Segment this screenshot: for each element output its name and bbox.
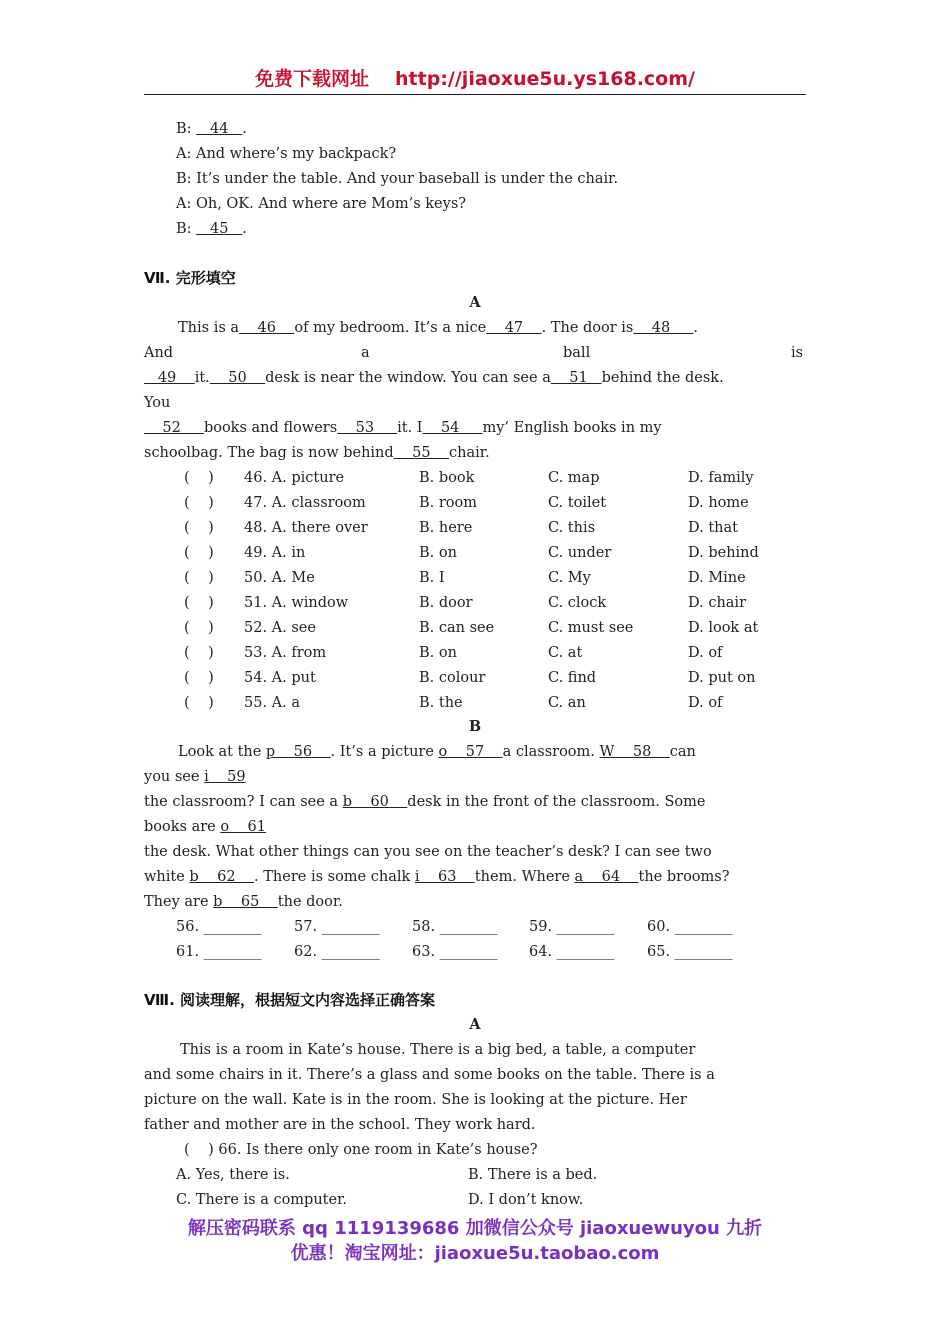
passage-line: You: [144, 395, 171, 411]
option-d[interactable]: D. behind: [688, 545, 759, 561]
passage-line: the classroom? I can see a b 60 desk in the front of the classroom. Some: [144, 794, 706, 810]
option-d[interactable]: D. I don’t know.: [468, 1192, 584, 1208]
answer-paren[interactable]: ( ): [184, 570, 214, 586]
option-c[interactable]: C. an: [548, 695, 586, 711]
answer-blank[interactable]: 61. ________: [176, 944, 262, 960]
answer-paren[interactable]: ( ): [184, 695, 214, 711]
option-d[interactable]: D. chair: [688, 595, 746, 611]
footer-line-1: 解压密码联系 qq 1119139686 加微信公众号 jiaoxuewuyou 九折: [187, 1218, 763, 1239]
option-b[interactable]: B. the: [419, 695, 463, 711]
passage-line: This is a room in Kate’s house. There is a big bed, a table, a computer: [180, 1042, 696, 1058]
dialogue-line: A: Oh, OK. And where are Mom’s keys?: [176, 196, 467, 212]
answer-blank[interactable]: 63. ________: [412, 944, 498, 960]
option-c[interactable]: C. clock: [548, 595, 607, 611]
option-b[interactable]: B. on: [419, 645, 457, 661]
answer-paren[interactable]: ( ): [184, 595, 214, 611]
passage-line: 49 it. 50 desk is near the window. You can see a 51 behind the desk.: [144, 370, 724, 386]
passage-line: white b 62 . There is some chalk i 63 them. Where a 64 the brooms?: [144, 869, 730, 885]
passage-line: picture on the wall. Kate is in the room. She is looking at the picture. Her: [144, 1092, 687, 1108]
passage-line: 52 books and flowers 53 it. I 54 my’ English books in my: [144, 420, 662, 436]
option-d[interactable]: D. that: [688, 520, 738, 536]
question-66: ( ) 66. Is there only one room in Kate’s house?: [184, 1142, 538, 1158]
option-c[interactable]: C. There is a computer.: [176, 1192, 348, 1208]
option-b[interactable]: B. colour: [419, 670, 486, 686]
option-d[interactable]: D. look at: [688, 620, 759, 636]
passage-word: is: [791, 345, 804, 361]
option-a[interactable]: 55. A. a: [244, 695, 301, 711]
option-b[interactable]: B. on: [419, 545, 457, 561]
option-b[interactable]: B. can see: [419, 620, 495, 636]
option-c[interactable]: C. toilet: [548, 495, 607, 511]
option-a[interactable]: 48. A. there over: [244, 520, 368, 536]
answer-paren[interactable]: ( ): [184, 495, 214, 511]
option-a[interactable]: A. Yes, there is.: [176, 1167, 290, 1183]
answer-paren[interactable]: ( ): [184, 545, 214, 561]
answer-paren[interactable]: ( ): [184, 670, 214, 686]
answer-blank[interactable]: 60. ________: [647, 919, 733, 935]
answer-blank[interactable]: 57. ________: [294, 919, 380, 935]
option-c[interactable]: C. this: [548, 520, 596, 536]
option-a[interactable]: 46. A. picture: [244, 470, 345, 486]
option-a[interactable]: 50. A. Me: [244, 570, 315, 586]
option-c[interactable]: C. map: [548, 470, 600, 486]
passage-line: and some chairs in it. There’s a glass and some books on the table. There is a: [144, 1067, 715, 1083]
option-b[interactable]: B. room: [419, 495, 478, 511]
passage-line: the desk. What other things can you see on the teacher’s desk? I can see two: [144, 844, 712, 860]
answer-paren[interactable]: ( ): [184, 520, 214, 536]
option-c[interactable]: C. must see: [548, 620, 634, 636]
footer-line-2: 优惠！淘宝网址：jiaoxue5u.taobao.com: [290, 1243, 660, 1264]
option-c[interactable]: C. at: [548, 645, 583, 661]
part-label-a: A: [469, 1016, 481, 1033]
dialogue-line: A: And where’s my backpack?: [176, 146, 397, 162]
option-c[interactable]: C. My: [548, 570, 591, 586]
dialogue-line: B: 45 .: [176, 221, 247, 237]
dialogue-line: B: 44 .: [176, 121, 247, 137]
option-b[interactable]: B. I: [419, 570, 445, 586]
option-d[interactable]: D. of: [688, 695, 723, 711]
option-c[interactable]: C. under: [548, 545, 612, 561]
passage-line: schoolbag. The bag is now behind 55 chair.: [144, 445, 490, 461]
option-a[interactable]: 52. A. see: [244, 620, 316, 636]
answer-blank[interactable]: 59. ________: [529, 919, 615, 935]
option-d[interactable]: D. home: [688, 495, 749, 511]
section-title-reading: Ⅷ. 阅读理解，根据短文内容选择正确答案: [144, 991, 436, 1009]
answer-blank[interactable]: 64. ________: [529, 944, 615, 960]
page-header: [144, 64, 806, 95]
option-b[interactable]: B. There is a bed.: [468, 1167, 598, 1183]
header-url[interactable]: http://jiaoxue5u.ys168.com/: [395, 68, 695, 90]
blank: 45: [196, 221, 243, 237]
option-d[interactable]: D. family: [688, 470, 754, 486]
option-a[interactable]: 49. A. in: [244, 545, 306, 561]
part-label-a: A: [469, 294, 481, 311]
answer-paren[interactable]: ( ): [184, 1142, 214, 1158]
option-d[interactable]: D. put on: [688, 670, 756, 686]
answer-blank[interactable]: 62. ________: [294, 944, 380, 960]
passage-line: you see i 59: [144, 769, 246, 785]
section-title-cloze: Ⅶ. 完形填空: [144, 269, 236, 287]
passage-word: And: [144, 345, 174, 361]
option-c[interactable]: C. find: [548, 670, 597, 686]
dialogue-line: B: It’s under the table. And your baseball is under the chair.: [176, 171, 619, 187]
option-d[interactable]: D. of: [688, 645, 723, 661]
passage-line: Look at the p 56 . It’s a picture o 57 a classroom. W 58 can: [178, 744, 696, 760]
passage-line: books are o 61: [144, 819, 266, 835]
header-label: 免费下载网址: [255, 68, 370, 90]
passage-line: father and mother are in the school. They work hard.: [144, 1117, 536, 1133]
answer-paren[interactable]: ( ): [184, 470, 214, 486]
option-a[interactable]: 51. A. window: [244, 595, 349, 611]
option-a[interactable]: 54. A. put: [244, 670, 316, 686]
option-a[interactable]: 53. A. from: [244, 645, 327, 661]
answer-blank[interactable]: 58. ________: [412, 919, 498, 935]
option-b[interactable]: B. book: [419, 470, 475, 486]
part-label-b: B: [468, 718, 482, 735]
answer-paren[interactable]: ( ): [184, 645, 214, 661]
option-b[interactable]: B. door: [419, 595, 473, 611]
option-a[interactable]: 47. A. classroom: [244, 495, 366, 511]
answer-blank[interactable]: 65. ________: [647, 944, 733, 960]
passage-word: ball: [563, 345, 591, 361]
passage-line: This is a 46 of my bedroom. It’s a nice 47 . The door is 48 .: [178, 320, 698, 336]
option-b[interactable]: B. here: [419, 520, 473, 536]
blank: 44: [196, 121, 243, 137]
passage-word: a: [361, 345, 370, 361]
option-d[interactable]: D. Mine: [688, 570, 746, 586]
passage-line: They are b 65 the door.: [144, 894, 343, 910]
answer-paren[interactable]: ( ): [184, 620, 214, 636]
answer-blank[interactable]: 56. ________: [176, 919, 262, 935]
